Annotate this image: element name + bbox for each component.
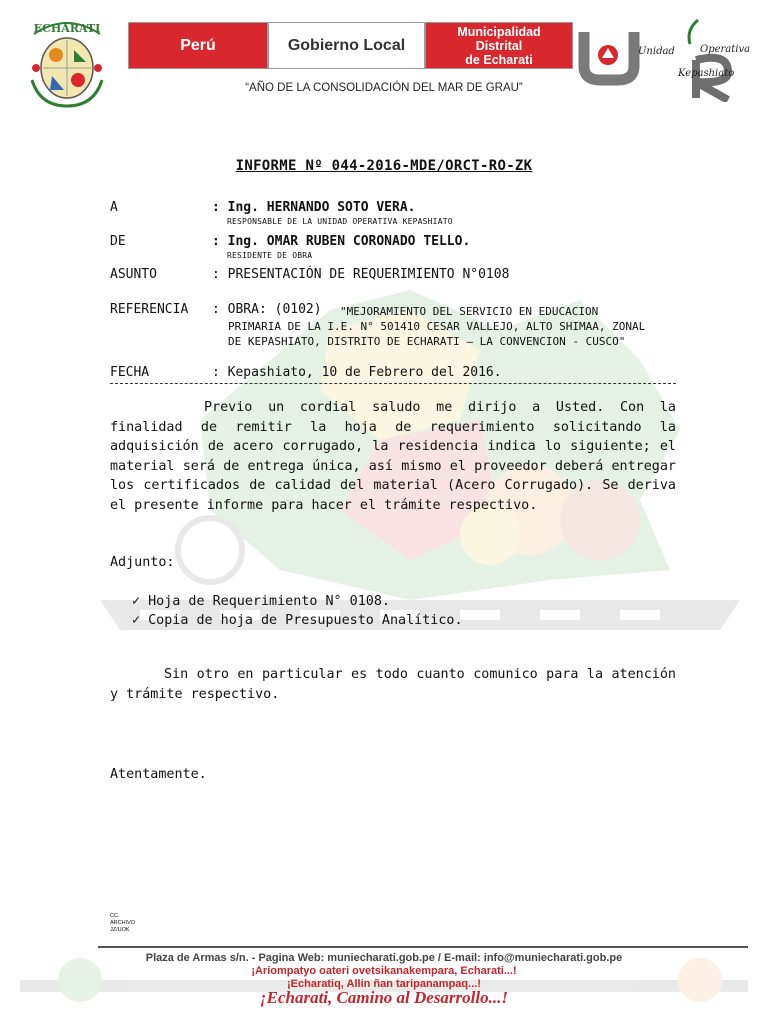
reference-desc-line-3: DE KEPASHIATO, DISTRITO DE ECHARATI – LA CONVENCION - CUSCO" xyxy=(228,335,626,348)
municipalidad-banner xyxy=(425,22,573,69)
reference-label: REFERENCIA xyxy=(110,302,189,317)
footer-slogan: ¡Echarati, Camino al Desarrollo...! xyxy=(260,988,508,1007)
attachment-item xyxy=(132,594,390,609)
body-paragraph-1: Previo un cordial saludo me dirijo a Usted. Con la finalidad de remitir la hoja de requerimiento solicitando la adquisición de acero corrugado, la residencia indica lo siguiente; el material será de entrega única, así mismo el proveedor deberá entregar los certificados de calidad del material (Acero Corrugado). Se deriva el presente informe para hacer el trámite respectivo. xyxy=(110,400,676,513)
attachments-heading: Adjunto: xyxy=(110,555,175,570)
gobierno-local-banner xyxy=(268,22,425,69)
municipalidad-line-3: de Echarati xyxy=(465,52,533,67)
attachment-text: Copia de hoja de Presupuesto Analítico. xyxy=(148,613,463,628)
footer-address: Plaza de Armas s/n. - Pagina Web: muniecharati.gob.pe / E-mail: info@muniecharati.gob.pe xyxy=(145,952,623,964)
date-value: : Kepashiato, 10 de Febrero del 2016. xyxy=(212,365,502,380)
echarati-coat-of-arms-logo xyxy=(26,10,108,110)
attachment-text: Hoja de Requerimiento N° 0108. xyxy=(148,594,390,609)
svg-text:Kepashiato: Kepashiato xyxy=(678,68,735,79)
from-subtitle: RESIDENTE DE OBRA xyxy=(227,251,313,260)
svg-text:Unidad: Unidad xyxy=(638,46,675,57)
gobierno-local-label: Gobierno Local xyxy=(287,36,406,54)
from-label: DE xyxy=(110,234,126,249)
cc-line: ARCHIVO xyxy=(110,920,136,926)
checkmark-icon: ✓ xyxy=(132,594,141,609)
svg-text:Operativa: Operativa xyxy=(700,44,751,55)
reference-value: : OBRA: (0102) xyxy=(212,302,322,317)
footer-motto-2: ¡Echaratiq, Allin ñan taripanampaq...! xyxy=(287,978,481,990)
closing-text: Atentamente. xyxy=(110,767,207,782)
reference-desc-line-2: PRIMARIA DE LA I.E. N° 501410 CESAR VALLEJO, ALTO SHIMAA, ZONAL xyxy=(228,320,646,333)
cc-line: CC. xyxy=(110,913,120,919)
attachment-item xyxy=(132,613,463,628)
peru-label: Perú xyxy=(180,36,216,54)
report-title: INFORME Nº 044-2016-MDE/ORCT-RO-ZK xyxy=(235,158,533,174)
body-paragraph-2: Sin otro en particular es todo cuanto comunico para la atención y trámite respectivo. xyxy=(110,667,676,702)
peru-banner xyxy=(128,22,268,69)
footer-divider xyxy=(98,946,748,948)
reference-desc-line-1: "MEJORAMIENTO DEL SERVICIO EN EDUCACION xyxy=(340,305,599,318)
from-value: : Ing. OMAR RUBEN CORONADO TELLO. xyxy=(212,234,471,249)
municipalidad-line-1: Municipalidad xyxy=(457,24,541,39)
footer-motto-1: ¡Ariompatyo oateri ovetsikanakempara, Echarati...! xyxy=(251,965,517,977)
to-subtitle: RESPONSABLE DE LA UNIDAD OPERATIVA KEPASHIATO xyxy=(227,217,453,226)
separator-line xyxy=(110,383,676,384)
subject-label: ASUNTO xyxy=(110,267,157,282)
cc-line: JZ/UOK xyxy=(110,927,130,933)
municipalidad-line-2: Distrital xyxy=(475,38,523,53)
to-label: A xyxy=(110,200,118,215)
year-motto: “AÑO DE LA CONSOLIDACIÓN DEL MAR DE GRAU” xyxy=(245,82,523,94)
to-value: : Ing. HERNANDO SOTO VERA. xyxy=(212,200,416,215)
checkmark-icon: ✓ xyxy=(132,613,141,628)
subject-value: : PRESENTACIÓN DE REQUERIMIENTO N°0108 xyxy=(212,267,510,282)
svg-text:ECHARATI: ECHARATI xyxy=(33,22,101,35)
date-label: FECHA xyxy=(110,365,150,380)
